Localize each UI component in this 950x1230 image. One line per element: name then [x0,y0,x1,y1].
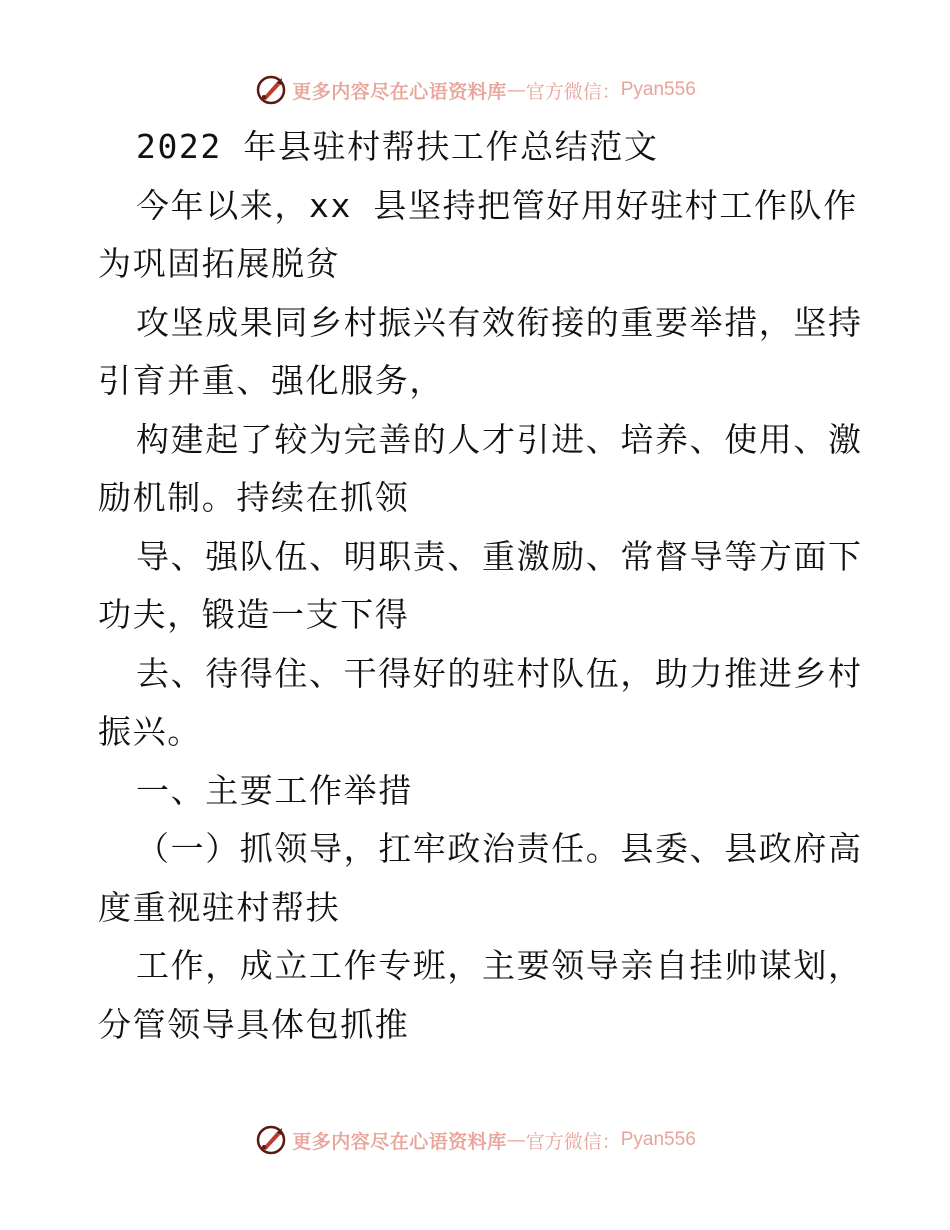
body-line: 振兴。 [98,712,202,751]
body-line: 导、强队伍、明职责、重激励、常督导等方面下 [136,536,863,576]
body-line: 去、待得住、干得好的驻村队伍，助力推进乡村 [136,653,863,693]
body-line: 今年以来，xx 县坚持把管好用好驻村工作队作 [136,185,858,225]
body-line: 度重视驻村帮扶 [98,887,341,927]
section-heading: 一、主要工作举措 [136,770,413,810]
body-line: 引育并重、强化服务， [98,361,444,400]
header-watermark [0,68,950,112]
footer-watermark [0,1118,950,1162]
watermark-wechat-id: Pyan556 [620,79,696,100]
body-line: 工作，成立工作专班，主要领导亲自挂帅谋划， [136,946,863,985]
watermark-wechat-label: 官方微信： [525,1130,621,1153]
body-line: 功夫，锻造一支下得 [98,595,410,634]
body-line: 构建起了较为完善的人才引进、培养、使用、激 [136,419,863,459]
watermark-brand: 更多内容尽在心语资料库 [292,80,507,103]
document-body [98,118,863,1054]
body-line: 励机制。持续在抓领 [98,478,410,517]
document-title: 2022 年县驻村帮扶工作总结范文 [136,127,659,166]
quill-pen-logo-icon [254,1123,288,1157]
watermark-wechat-label: 官方微信： [525,80,621,103]
watermark-wechat-id: Pyan556 [620,1129,696,1150]
watermark-separator: — [506,1129,526,1151]
watermark-brand: 更多内容尽在心语资料库 [292,1130,507,1153]
body-line: 为巩固拓展脱贫 [98,244,341,283]
body-line: （一）抓领导，扛牢政治责任。县委、县政府高 [136,829,863,868]
watermark-separator: — [506,79,526,101]
body-line: 攻坚成果同乡村振兴有效衔接的重要举措，坚持 [136,302,863,342]
body-line: 分管领导具体包抓推 [98,1004,410,1044]
quill-pen-logo-icon [254,73,288,107]
